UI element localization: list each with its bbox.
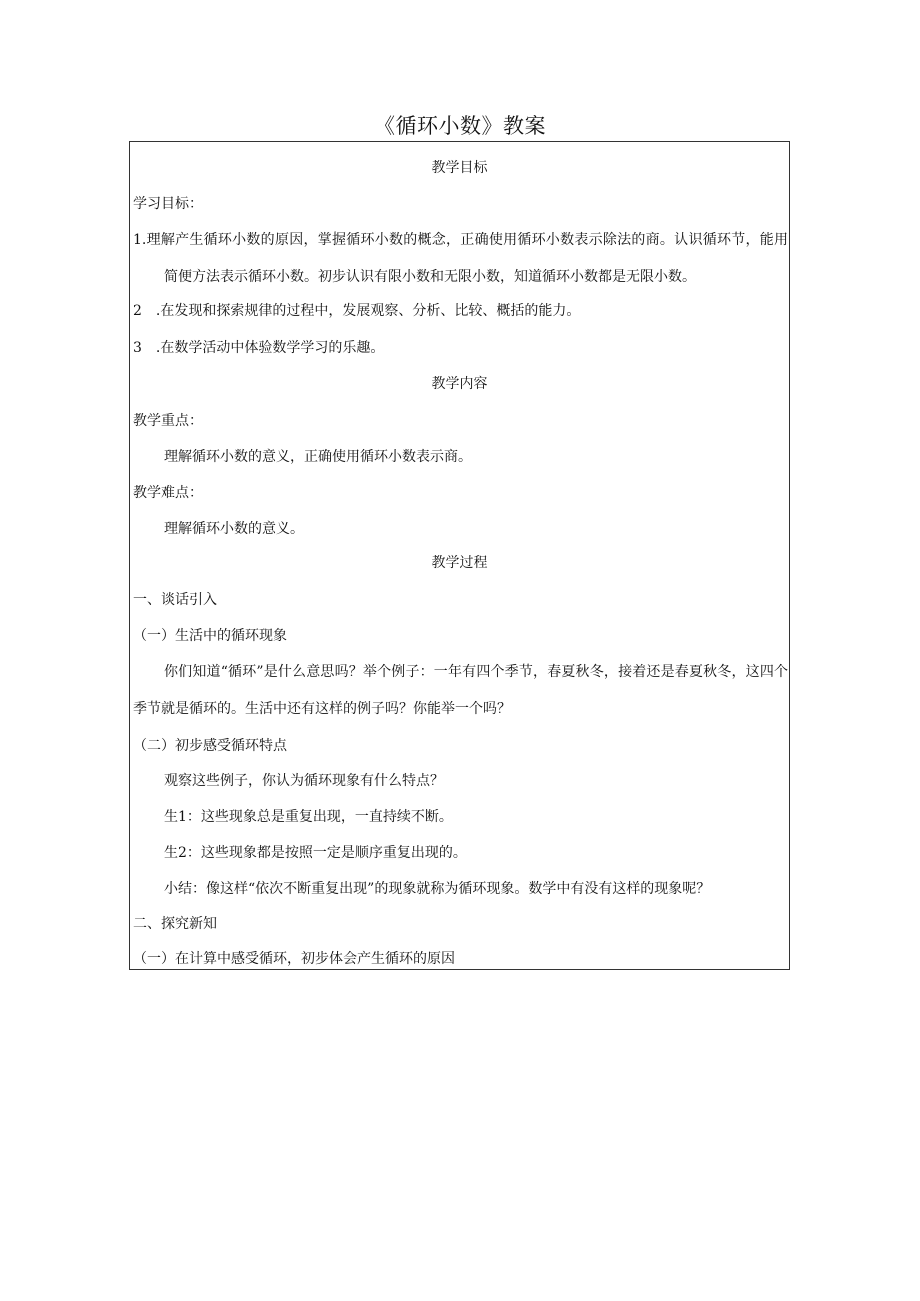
goals-heading: 教学目标 [431, 160, 488, 176]
goals-label: 学习目标： [133, 196, 203, 212]
document-title: 《循环小数》教案 [374, 114, 546, 138]
question-text: 观察这些例子，你认为循环现象有什么特点？ [164, 773, 444, 789]
part-1-subheading-1: （一）生活中的循环现象 [133, 628, 287, 644]
part-1-heading: 一、谈话引入 [133, 592, 217, 608]
student-answer-2: 生2：这些现象都是按照一定是顺序重复出现的。 [164, 845, 467, 861]
goal-item-3: 3 .在数学活动中体验数学学习的乐趣。 [133, 340, 385, 356]
part-2-heading: 二、探究新知 [133, 916, 217, 932]
difficulty-text: 理解循环小数的意义。 [164, 521, 304, 537]
part-2-subheading-1: （一）在计算中感受循环，初步体会产生循环的原因 [133, 951, 455, 967]
process-heading: 教学过程 [431, 555, 488, 571]
key-point-label: 教学重点： [133, 413, 203, 429]
student-answer-1: 生1：这些现象总是重复出现，一直持续不断。 [164, 809, 453, 825]
goal-item-2: 2 .在发现和探索规律的过程中，发展观察、分析、比较、概括的能力。 [133, 303, 581, 319]
part-1-subheading-2: （二）初步感受循环特点 [133, 738, 287, 754]
goal-item-1: 1.理解产生循环小数的原因，掌握循环小数的概念，正确使用循环小数表示除法的商。认识循环节，能用简便方法表示循环小数。初步认识有限小数和无限小数，知道循环小数都是无限小数。 [133, 232, 788, 285]
summary-text: 小结：像这样“依次不断重复出现”的现象就称为循环现象。数学中有没有这样的现象呢？ [164, 881, 711, 897]
lesson-plan-table [129, 141, 790, 970]
key-point-text: 理解循环小数的意义，正确使用循环小数表示商。 [164, 449, 472, 465]
part-1-paragraph: 你们知道“循环”是什么意思吗？举个例子：一年有四个季节，春夏秋冬，接着还是春夏秋冬，这四个季节就是循环的。生活中还有这样的例子吗？你能举一个吗？ [133, 664, 788, 717]
difficulty-label: 教学难点： [133, 485, 203, 501]
content-heading: 教学内容 [431, 376, 488, 392]
